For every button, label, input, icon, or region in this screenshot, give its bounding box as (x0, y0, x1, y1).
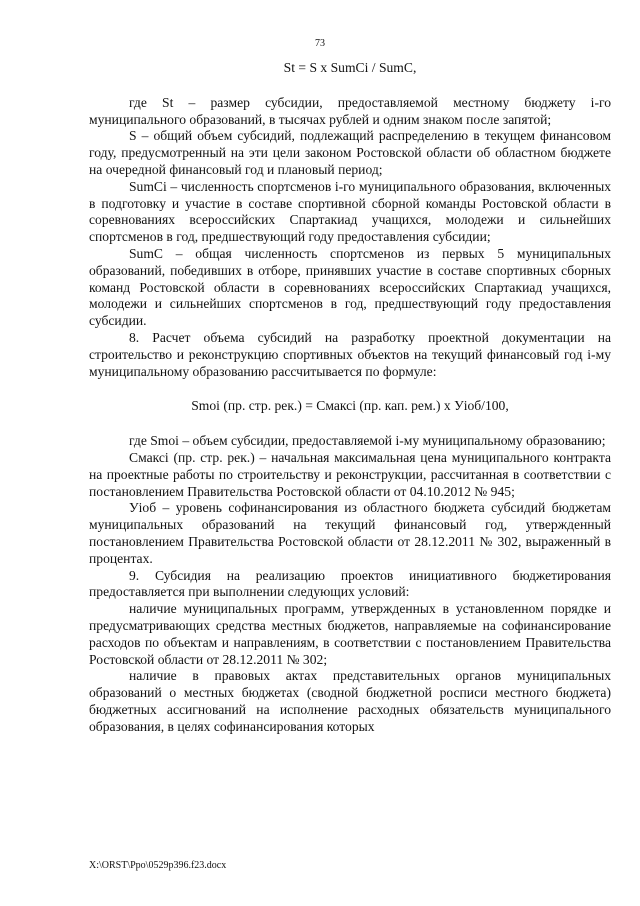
clause-8: 8. Расчет объема субсидий на разработку проектной документации на строительство и реконструкцию спортивных объектов на текущий финансовый год i-му муниципальному образованию рассчитывается по формуле: (89, 329, 611, 379)
formula-subsidy-distribution: St = S x SumCi / SumC, (283, 60, 417, 75)
condition-programs: наличие муниципальных программ, утвержденных в установленном порядке и предусматривающих средства местных бюджетов, направляемые на софинансирование расходов по объектам и направлениям, в соответствии с постановлением Правительства Ростовской области от 28.12.2011 № 302; (89, 601, 611, 667)
definition-smoi: где Smoi – объем субсидии, предоставляемой i-му муниципальному образованию; (129, 433, 606, 449)
definition-smaksi: Смаксi (пр. стр. рек.) – начальная максимальная цена муниципального контракта на проектные работы по строительству и реконструкции, рассчитанная в соответствии с постановлением Правительства Ростовской области от 04.10.2012 № 945; (89, 449, 611, 499)
definition-sumc: SumC – общая численность спортсменов из первых 5 муниципальных образований, победивших в отборе, принявших участие в составе спортивных сборных команд Ростовской области в соревнованиях всероссийских Спартакиад учащихся, молодежи и сильнейших спортсменов в год, предшествующий году предоставления субсидии. (89, 245, 611, 329)
page-number: 73 (315, 38, 325, 49)
definition-s: S – общий объем субсидий, подлежащий распределению в текущем финансовом году, предусмотренный на эти цели законом Ростовской области об областном бюджете на очередной финансовый год и плановый период; (89, 128, 611, 177)
document-body (89, 60, 611, 735)
condition-budget-acts: наличие в правовых актах представительных органов муниципальных образований о местных бюджетах (сводной бюджетной росписи местного бюджета) бюджетных ассигнований на исполнение расходных обязательств муниципального образования, в целях софинансирования которых (89, 668, 611, 734)
definition-sumci: SumCi – численность спортсменов i-го муниципального образования, включенных в подготовку и участие в составе спортивной сборной команды Ростовской области в соревнованиях всероссийских Спартакиад учащихся, молодежи и сильнейших спортсменов в год, предшествующий году предоставления субсидии; (89, 178, 611, 245)
formula-design-documentation: Smoi (пр. стр. рек.) = Смаксi (пр. кап. рем.) x Уioб/100, (191, 398, 509, 414)
clause-9: 9. Субсидия на реализацию проектов инициативного бюджетирования предоставляется при выполнении следующих условий: (89, 567, 611, 600)
definition-uiob: Уioб – уровень софинансирования из областного бюджета субсидий бюджетам муниципальных образований на текущий финансовый год, утвержденный постановлением Правительства Ростовской области от 28.12.2011 № 302, выраженный в процентах. (89, 500, 611, 566)
definition-st: где St – размер субсидии, предоставляемой местному бюджету i-го муниципального образований, в тысячах рублей и одним знаком после запятой; (89, 94, 611, 127)
footer-file-path: X:\ORST\Ppo\0529p396.f23.docx (89, 860, 227, 871)
